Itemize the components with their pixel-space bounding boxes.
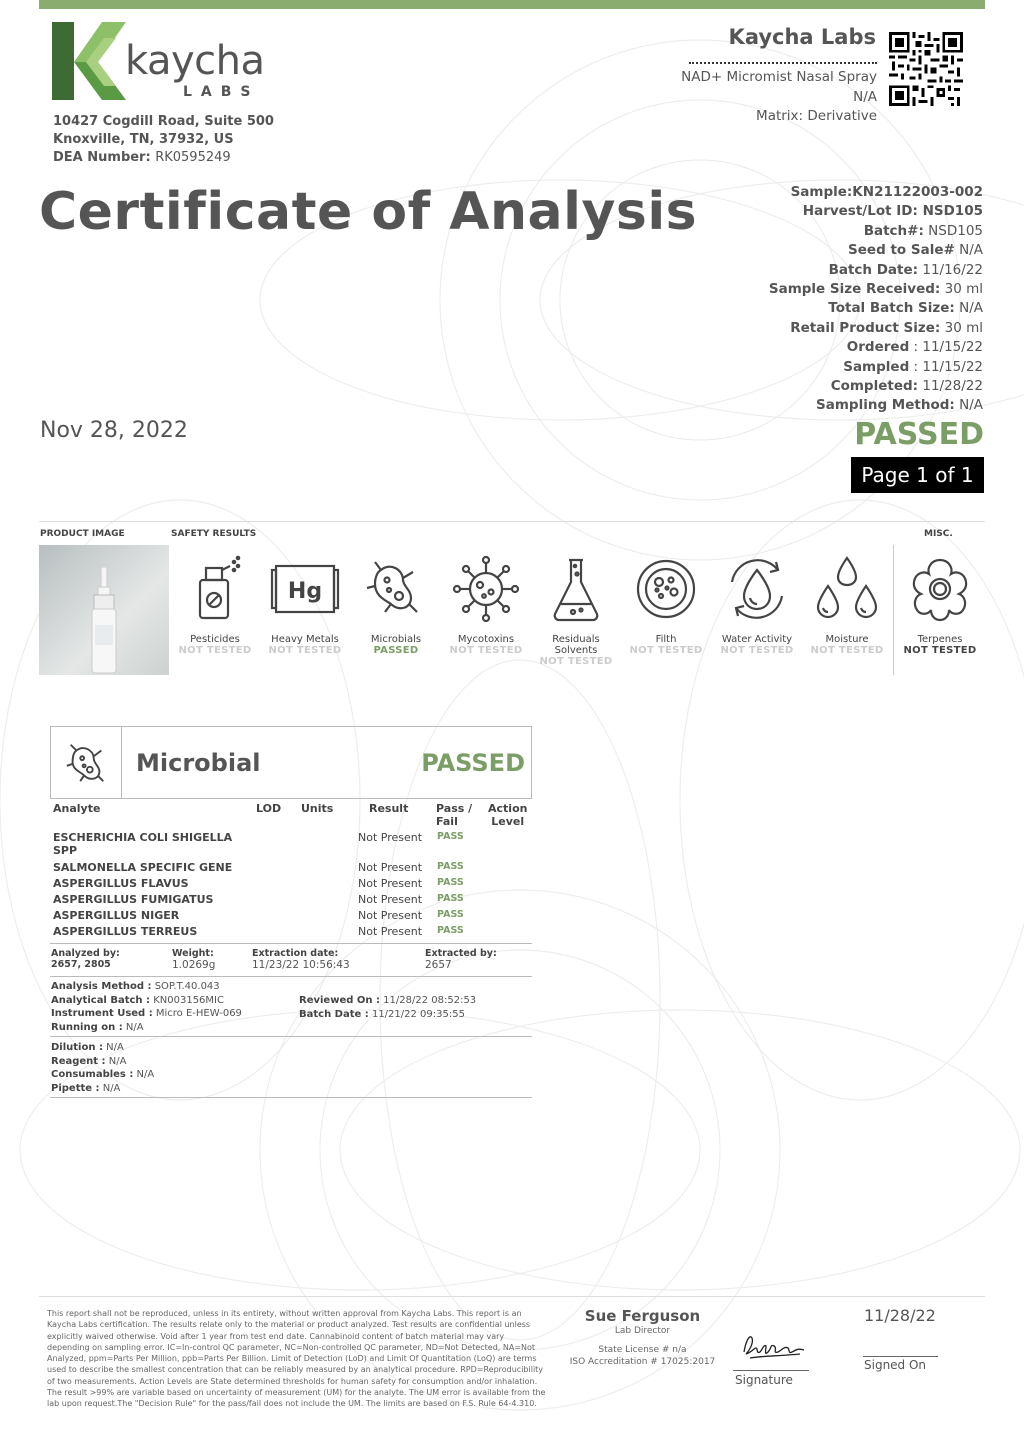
safety-test-moisture — [802, 552, 892, 656]
hg-icon — [268, 552, 342, 626]
meta-row — [769, 222, 983, 241]
meta-key: Batch#: — [863, 222, 924, 239]
signer-name: Sue Ferguson — [584, 1307, 701, 1325]
meta-value: 11/28/22 — [918, 378, 983, 395]
sample-metadata — [769, 183, 983, 416]
col-result: Result — [369, 802, 409, 815]
meta-key: Retail Product Size: — [790, 319, 941, 336]
table-divider — [50, 943, 532, 944]
analyte-name: ASPERGILLUS TERREUS — [53, 925, 198, 938]
dea-number: DEA Number: RK0595249 — [53, 150, 231, 165]
analyte-result: Not Present — [358, 893, 423, 906]
meta-key: Sampled — [843, 358, 910, 375]
flask-icon — [539, 552, 613, 626]
virus-icon — [449, 552, 523, 626]
divider — [39, 521, 985, 522]
safety-test-terpenes — [895, 552, 985, 656]
microbe-icon — [359, 552, 433, 626]
header-box-divider — [121, 727, 122, 798]
signed-on-label: Signed On — [864, 1358, 927, 1372]
signed-on-line — [863, 1356, 938, 1357]
analyte-pass-fail: PASS — [437, 861, 464, 872]
logo-wordmark: kaycha — [125, 38, 265, 84]
safety-test-mycotoxins — [441, 552, 531, 656]
signature-line — [733, 1370, 809, 1371]
address-line-2: Knoxville, TN, 37932, US — [53, 132, 234, 147]
meta-key: Sampling Method: — [816, 397, 955, 414]
lab-name: Kaycha Labs — [728, 25, 876, 49]
meta-value: N/A — [954, 242, 983, 259]
analyte-result: Not Present — [358, 831, 423, 844]
meta-key: Sample:KN21122003-002 — [790, 184, 983, 200]
safety-test-status: NOT TESTED — [629, 645, 703, 656]
safety-test-name: Heavy Metals — [271, 634, 339, 645]
safety-test-name: Water Activity — [721, 634, 793, 645]
analyte-name: ASPERGILLUS FLAVUS — [53, 877, 189, 890]
svg-text:Hg: Hg — [287, 579, 323, 604]
petri-dish-icon — [629, 552, 703, 626]
meta-key: Total Batch Size: — [828, 300, 955, 317]
table-divider — [50, 1036, 532, 1037]
analyte-pass-fail: PASS — [437, 925, 464, 936]
table-divider — [50, 1097, 532, 1098]
safety-results-label: SAFETY RESULTS — [171, 529, 257, 539]
nasal-spray-bottle-icon — [91, 567, 117, 675]
page-title: Certificate of Analysis — [39, 182, 698, 242]
microbial-status: PASSED — [421, 749, 525, 777]
safety-test-water-activity — [712, 552, 802, 656]
meta-key: Harvest/Lot ID: NSD105 — [802, 203, 983, 220]
safety-test-name: Moisture — [825, 634, 869, 645]
top-accent-bar — [39, 0, 985, 9]
safety-test-name: Mycotoxins — [457, 634, 515, 645]
page-indicator: Page 1 of 1 — [851, 457, 984, 493]
footer-divider — [39, 1296, 985, 1297]
meta-row — [769, 358, 983, 377]
meta-row — [769, 261, 983, 280]
meta-value: 30 ml — [940, 281, 983, 298]
meta-row — [769, 241, 983, 260]
safety-test-residuals-solvents — [531, 552, 621, 667]
product-image — [39, 545, 169, 675]
analyte-result: Not Present — [358, 925, 423, 938]
meta-key: Completed: — [830, 378, 919, 395]
microbial-header-box — [50, 726, 532, 799]
analyte-result: Not Present — [358, 861, 423, 874]
signed-date: 11/28/22 — [864, 1306, 936, 1325]
product-info — [681, 68, 877, 127]
safety-test-name: Pesticides — [190, 634, 240, 645]
meta-value: : 11/15/22 — [909, 358, 983, 375]
meta-row — [769, 202, 983, 221]
weight: Weight: 1.0269g — [172, 948, 216, 971]
analyte-name: ESCHERICHIA COLI SHIGELLA — [53, 831, 233, 844]
report-date: Nov 28, 2022 — [40, 418, 188, 443]
safety-test-filth — [621, 552, 711, 656]
meta-key: Batch Date: — [828, 261, 919, 278]
meta-row — [769, 299, 983, 318]
meta-row — [769, 280, 983, 299]
col-pass-fail: Pass / Fail — [436, 802, 473, 828]
water-drop-cycle-icon — [720, 552, 794, 626]
meta-value: 11/16/22 — [918, 261, 983, 278]
reagent-details: Dilution : N/A Reagent : N/A Consumables : N/A Pipette : N/A — [51, 1042, 155, 1094]
analyte-pass-fail: PASS — [437, 877, 464, 888]
signer-role: Lab Director — [614, 1326, 671, 1336]
meta-row — [769, 396, 983, 415]
meta-row — [769, 377, 983, 396]
meta-value: NSD105 — [923, 222, 983, 239]
safety-test-status: NOT TESTED — [720, 645, 794, 656]
safety-test-heavy-metals — [260, 552, 350, 656]
safety-test-microbials — [351, 552, 441, 656]
col-analyte: Analyte — [53, 802, 101, 815]
safety-test-status: NOT TESTED — [810, 645, 884, 656]
dotted-divider — [689, 62, 877, 64]
meta-row — [769, 338, 983, 357]
analyte-result: Not Present — [358, 909, 423, 922]
product-na: N/A — [853, 88, 877, 105]
overall-status-badge: PASSED — [854, 417, 984, 452]
analyte-name: ASPERGILLUS NIGER — [53, 909, 180, 922]
analysis-details: Analysis Method : SOP.T.40.043 Analytical Batch : KN003156MIC Instrument Used : Micro E-HEW-069 Running on : N/A — [51, 981, 242, 1033]
analyte-name-cont: SPP — [53, 844, 78, 857]
misc-label: MISC. — [924, 529, 953, 539]
flower-icon — [903, 552, 977, 626]
product-image-label: PRODUCT IMAGE — [40, 529, 125, 539]
safety-test-name: Residuals Solvents — [552, 634, 600, 656]
safety-test-name: Filth — [655, 634, 677, 645]
analyte-name: SALMONELLA SPECIFIC GENE — [53, 861, 233, 874]
meta-value: N/A — [954, 300, 983, 317]
meta-row — [769, 183, 983, 202]
safety-test-status: NOT TESTED — [903, 645, 977, 656]
product-matrix: Matrix: Derivative — [756, 108, 877, 124]
disclaimer-text: This report shall not be reproduced, unless in its entirety, without written approval from Kaycha Labs. This report is an Kaycha Labs certification. The results relate only to the material or product analyzed. Test results are confidential unless explicitly waived otherwise. Void after 1 year from test end date. Cannabinoid content of batch material may vary depending on sampling error. IC=In-control QC parameter, NC=Non-controlled QC parameter, ND=Not Detected, NA=Not Analyzed, ppm=Parts Per Million, ppb=Parts Per Billion. Limit of Detection (LoD) and Limit Of Quantitation (LoQ) are terms used to describe the smallest concentration that can be reliably measured by an analytical procedure. RPD=Reproducibility of two measurements. Action Levels are State determined thresholds for human safety for consumption and/or inhalation. The result >99% are variable based on uncertainty of measurement (UM) for the analyte. The UM error is available from the lab upon request.The "Decision Rule" for the pass/fail does not include the UM. The limits are based on F.S. Rule 64-4.310. — [47, 1309, 546, 1409]
safety-test-status: NOT TESTED — [178, 645, 252, 656]
meta-value: N/A — [954, 397, 983, 414]
analyzed-by: Analyzed by: 2657, 2805 — [51, 948, 120, 970]
analyte-name: ASPERGILLUS FUMIGATUS — [53, 893, 214, 906]
signer-license: State License # n/a ISO Accreditation # 17025:2017 — [569, 1345, 716, 1367]
analyte-pass-fail: PASS — [437, 909, 464, 920]
meta-value: : 11/15/22 — [909, 339, 983, 356]
safety-test-name: Microbials — [370, 634, 422, 645]
meta-key: Seed to Sale# — [848, 242, 955, 259]
analyte-pass-fail: PASS — [437, 893, 464, 904]
misc-divider — [893, 545, 894, 675]
safety-test-status: NOT TESTED — [268, 645, 342, 656]
safety-test-status: PASSED — [373, 645, 419, 656]
meta-value: 30 ml — [940, 319, 983, 336]
safety-test-status: NOT TESTED — [539, 656, 613, 667]
review-details: Reviewed On : 11/28/22 08:52:53 Batch Date : 11/21/22 09:35:55 — [299, 995, 477, 1020]
col-lod: LOD — [256, 802, 282, 815]
lab-address — [53, 113, 274, 167]
handwritten-signature-icon — [740, 1330, 808, 1362]
address-line-1: 10427 Cogdill Road, Suite 500 — [53, 114, 274, 129]
col-action-level: Action Level — [488, 802, 528, 828]
qr-code-icon — [889, 32, 963, 106]
analyte-pass-fail: PASS — [437, 831, 464, 842]
extraction-date: Extraction date: 11/23/22 10:56:43 — [252, 948, 350, 971]
microbial-title: Microbial — [136, 749, 261, 777]
extracted-by: Extracted by: 2657 — [425, 948, 497, 971]
safety-test-status: NOT TESTED — [449, 645, 523, 656]
analyte-result: Not Present — [358, 877, 423, 890]
safety-test-pesticides — [170, 552, 260, 656]
spray-bottle-icon — [178, 552, 252, 626]
safety-test-name: Terpenes — [917, 634, 963, 645]
table-divider — [50, 976, 532, 977]
signature-label: Signature — [735, 1373, 793, 1387]
logo-labs-text: LABS — [183, 84, 260, 100]
product-name: NAD+ Micromist Nasal Spray — [681, 69, 877, 85]
meta-key: Sample Size Received: — [768, 281, 941, 298]
col-units: Units — [301, 802, 334, 815]
meta-key: Ordered — [846, 339, 910, 356]
meta-row — [769, 319, 983, 338]
droplets-icon — [810, 552, 884, 626]
microbe-icon — [63, 739, 109, 785]
